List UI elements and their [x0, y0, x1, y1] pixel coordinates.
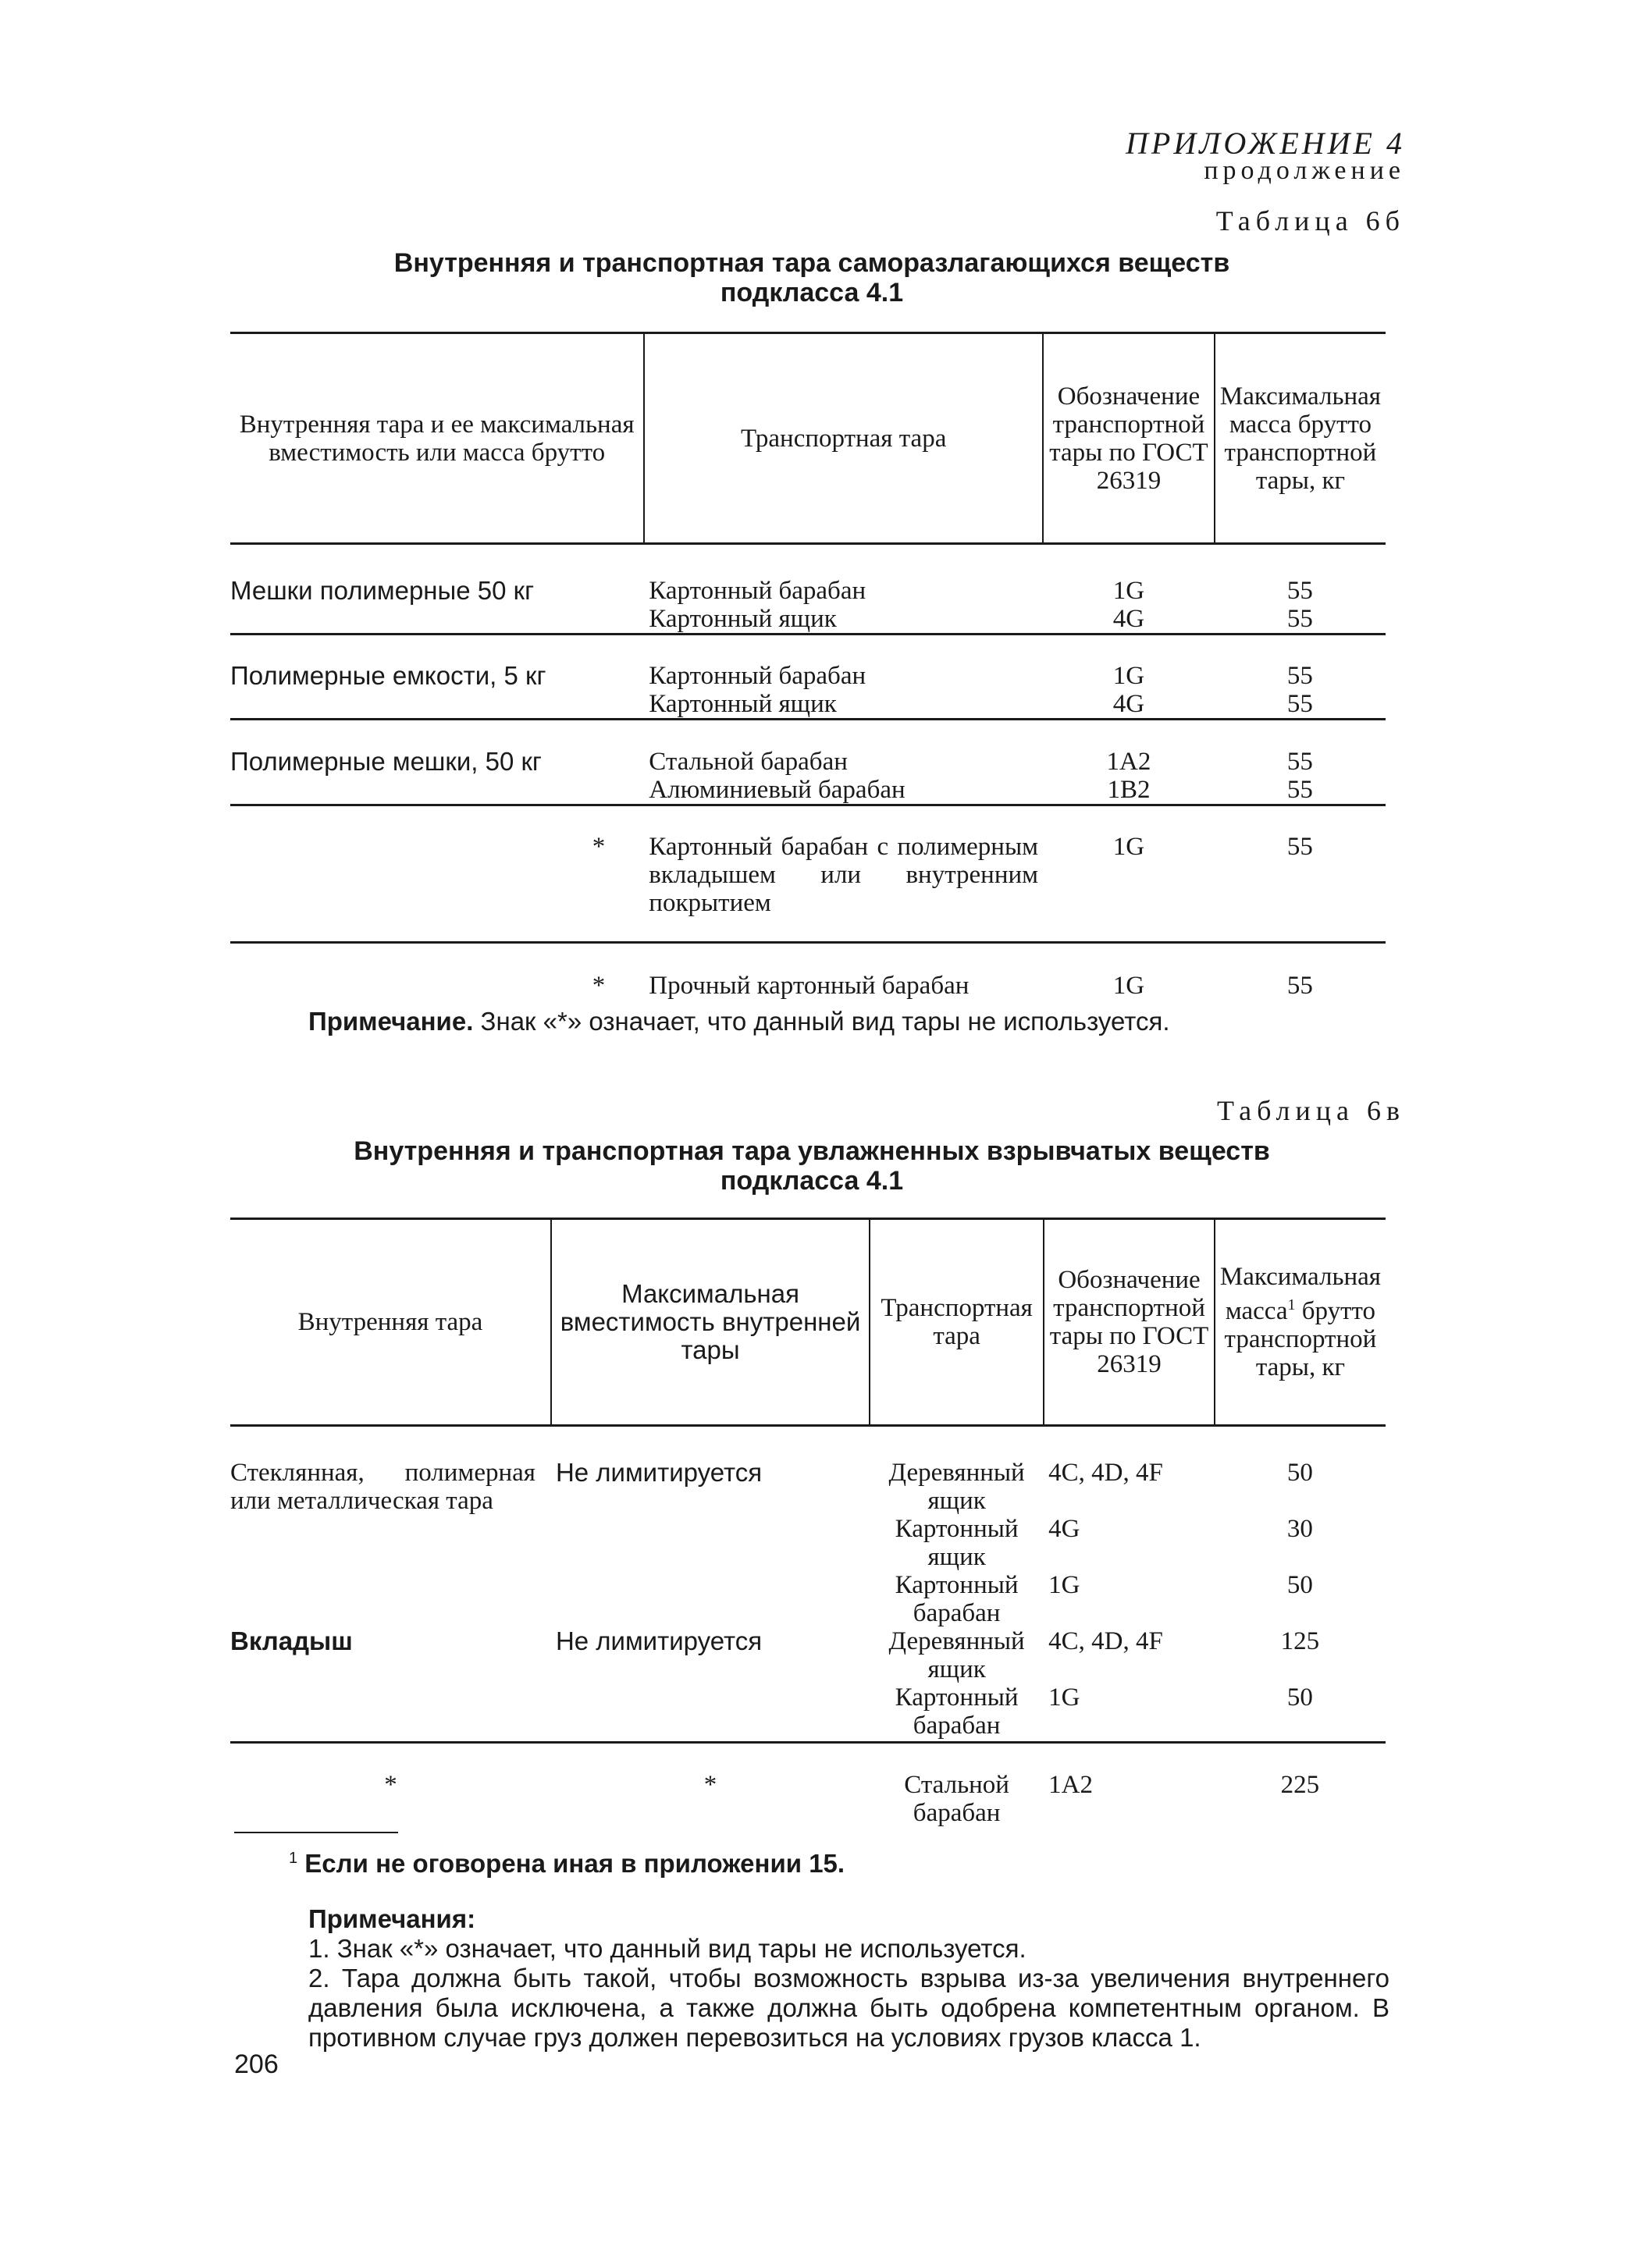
t6v-inner-cell: Вкладыш [230, 1626, 353, 1655]
t6b-code-cell: 1G [1112, 576, 1145, 605]
t6b-transport-cell: Прочный картонный барабан [649, 972, 970, 1000]
table-row [230, 662, 1386, 690]
t6b-transport-cell: Картонный барабан с полимерным вкладышем или внутренним покрытием [649, 833, 1039, 917]
t6b-inner-cell: * [592, 972, 606, 1000]
table-row [230, 833, 1386, 942]
table-6v-title-line2: подкласса 4.1 [720, 1166, 904, 1196]
t6v-inner-cell: * [384, 1770, 397, 1799]
appendix-heading: ПРИЛОЖЕНИЕ 4 [1126, 126, 1405, 161]
t6b-mass-cell: 55 [1286, 604, 1313, 633]
t6b-inner-cell: Мешки полимерные 50 кг [230, 575, 535, 605]
table-row [230, 690, 1386, 720]
t6v-transport-cell: Деревянный ящик [888, 1458, 1025, 1515]
t6v-header-capacity: Максимальная вместимость внутренней тары [551, 1219, 870, 1426]
t6v-mass-cell: 50 [1286, 1570, 1313, 1599]
t6v-code-cell: 1A2 [1048, 1770, 1094, 1799]
t6b-inner-cell: * [592, 833, 606, 861]
t6b-inner-cell: Полимерные мешки, 50 кг [230, 746, 542, 776]
t6v-header-designation: Обозначение транспортной тары по ГОСТ 26319 [1044, 1219, 1215, 1426]
t6b-mass-cell: 55 [1286, 972, 1313, 1000]
t6v-inner-cell: Стеклянная, полимерная или металлическая тара [230, 1458, 535, 1515]
t6b-code-cell: 4G [1112, 604, 1145, 633]
t6v-mass-cell: 50 [1286, 1458, 1313, 1487]
t6v-mass-cell: 225 [1280, 1770, 1320, 1799]
footnote-text: Если не оговорена иная в приложении 15. [304, 1849, 845, 1878]
footnote-marker: 1 [289, 1850, 298, 1867]
t6b-code-cell: 4G [1112, 690, 1145, 718]
continuation-label: продолжение [1204, 156, 1405, 185]
table-row [230, 577, 1386, 605]
table-6b-label: Таблица 6б [1215, 205, 1405, 236]
t6b-header-transport: Транспортная тара [644, 333, 1043, 544]
t6v-code-cell: 1G [1048, 1570, 1080, 1599]
t6v-mass-cell: 30 [1286, 1514, 1313, 1543]
t6v-header-inner: Внутренняя тара [230, 1219, 551, 1426]
t6v-header-max-mass-text: Максимальная масса [1219, 1263, 1381, 1325]
table-6v-label: Таблица 6в [1217, 1095, 1405, 1126]
footnote-divider [234, 1832, 398, 1833]
notes-title: Примечания: [308, 1904, 476, 1933]
t6b-transport-cell: Стальной барабан [649, 747, 848, 776]
t6v-code-cell: 4G [1048, 1514, 1080, 1543]
t6b-transport-cell: Алюминиевый барабан [649, 775, 906, 804]
note-item: 1. Знак «*» означает, что данный вид тары не используется. [308, 1934, 1026, 1963]
t6b-transport-cell: Картонный барабан [649, 662, 866, 690]
t6b-mass-cell: 55 [1286, 662, 1313, 690]
table-6b-note [308, 1007, 1170, 1036]
t6b-note-text: Знак «*» означает, что данный вид тары не используется. [480, 1007, 1170, 1036]
t6b-code-cell: 1G [1112, 833, 1145, 861]
t6v-mass-cell: 125 [1280, 1626, 1320, 1655]
t6v-capacity-cell: Не лимитируется [555, 1457, 763, 1487]
t6v-transport-cell: Деревянный ящик [888, 1626, 1025, 1683]
table-6b-title-line2: подкласса 4.1 [720, 278, 904, 307]
table-6v-title-line1: Внутренняя и транспортная тара увлажненных взрывчатых веществ [354, 1136, 1270, 1166]
table-6b [230, 332, 1386, 1000]
table-row [230, 605, 1386, 635]
t6v-header-max-mass-tail: брутто транспортной тары, кг [1224, 1297, 1377, 1381]
table-6v-notes [308, 1904, 1389, 2053]
t6v-capacity-cell: Не лимитируется [555, 1626, 763, 1655]
t6v-code-cell: 1G [1048, 1683, 1080, 1712]
table-6v [230, 1218, 1386, 1827]
table-row [230, 1627, 1386, 1683]
t6b-transport-cell: Картонный ящик [649, 604, 837, 633]
t6b-code-cell: 1G [1112, 662, 1145, 690]
table-row [230, 1459, 1386, 1515]
t6v-transport-cell: Картонный барабан [895, 1570, 1019, 1627]
t6b-code-cell: 1B2 [1107, 775, 1151, 804]
t6b-inner-cell: Полимерные емкости, 5 кг [230, 661, 546, 690]
t6v-code-cell: 4C, 4D, 4F [1048, 1458, 1163, 1487]
t6v-capacity-cell: * [703, 1770, 717, 1799]
t6v-transport-cell: Картонный ящик [895, 1514, 1019, 1571]
t6b-code-cell: 1A2 [1106, 747, 1151, 776]
t6b-mass-cell: 55 [1286, 747, 1313, 776]
table-row [230, 776, 1386, 805]
t6b-transport-cell: Картонный ящик [649, 690, 837, 718]
t6v-mass-cell: 50 [1286, 1683, 1313, 1712]
t6b-mass-cell: 55 [1286, 690, 1313, 718]
t6b-header-max-mass: Максимальная масса брутто транспортной тары, кг [1219, 382, 1381, 495]
t6b-header-inner: Внутренняя тара и ее максимальная вместимость или масса брутто [230, 333, 644, 544]
t6v-transport-cell: Стальной барабан [904, 1770, 1009, 1827]
t6b-mass-cell: 55 [1286, 576, 1313, 605]
table-row [230, 972, 1386, 1000]
footnote [289, 1843, 845, 1879]
note-item: 2. Тара должна быть такой, чтобы возможность взрыва из-за увеличения внутреннего давления была исключена, а также должна быть одобрена компетентным органом. В противном случае груз должен перевозиться на условиях грузов класса 1. [308, 1964, 1389, 2052]
t6v-header-transport: Транспортная тара [870, 1219, 1044, 1426]
table-row [230, 1771, 1386, 1827]
t6b-mass-cell: 55 [1286, 833, 1313, 861]
t6b-transport-cell: Картонный барабан [649, 576, 866, 605]
t6v-transport-cell: Картонный барабан [895, 1683, 1019, 1740]
table-6b-title-line1: Внутренняя и транспортная тара саморазлагающихся веществ [393, 248, 1230, 278]
t6b-code-cell: 1G [1112, 972, 1145, 1000]
page-number: 206 [234, 2049, 279, 2079]
t6b-mass-cell: 55 [1286, 775, 1313, 804]
t6v-header-max-mass [1215, 1219, 1386, 1426]
footnote-marker: 1 [1287, 1296, 1296, 1314]
t6b-header-designation: Обозначение транспортной тары по ГОСТ 26319 [1043, 333, 1215, 544]
t6v-code-cell: 4C, 4D, 4F [1048, 1626, 1163, 1655]
t6b-note-label: Примечание. [308, 1007, 474, 1036]
table-row [230, 748, 1386, 776]
